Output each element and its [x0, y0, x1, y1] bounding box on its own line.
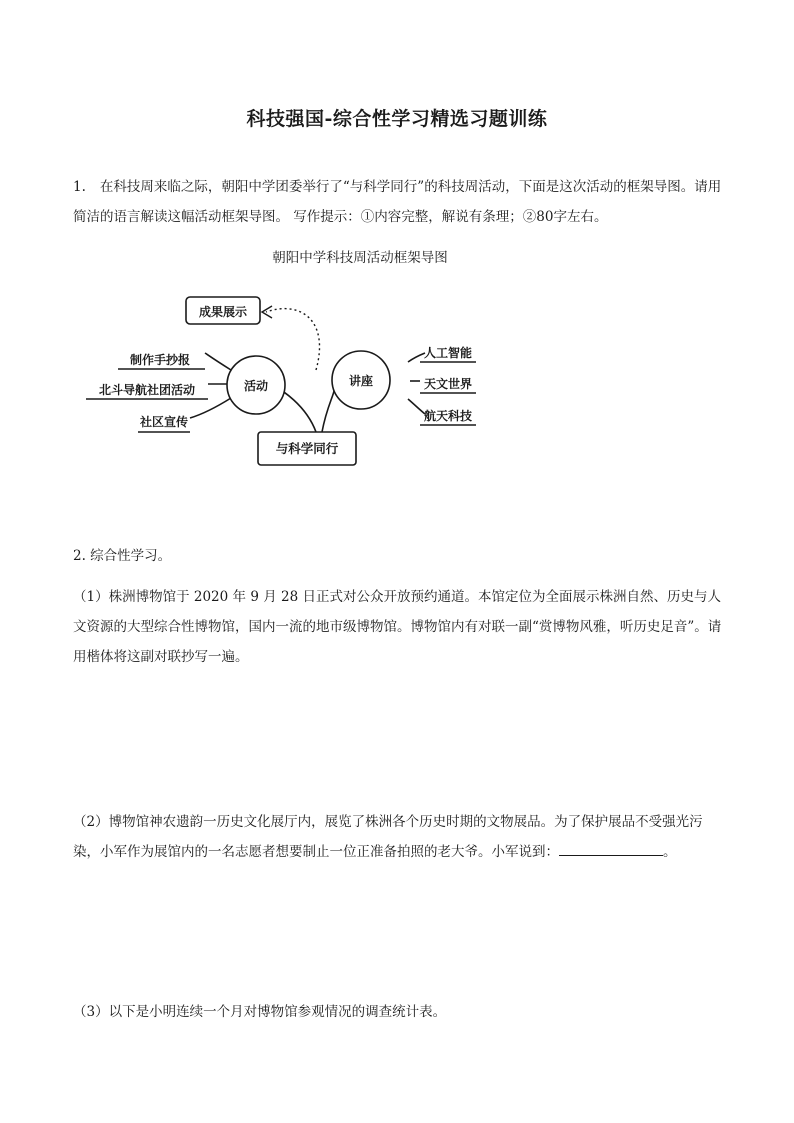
activity-item: 制作手抄报 [129, 353, 191, 367]
lecture-item: 天文世界 [423, 377, 473, 391]
center-label: 与科学同行 [275, 441, 339, 456]
activity-label: 活动 [243, 379, 269, 393]
question-2-part-2-end: 。 [663, 844, 677, 860]
question-1-text: 在科技周来临之际，朝阳中学团委举行了“与科学同行”的科技周活动，下面是这次活动的框架导图。请用简洁的语言解读这幅活动框架导图。 写作提示：①内容完整，解说有条理；②80字左右。 [73, 179, 722, 225]
lecture-item: 航天科技 [423, 409, 473, 423]
activity-item: 社区宣传 [139, 415, 189, 429]
result-label: 成果展示 [198, 305, 248, 319]
question-2-part-2 [73, 807, 725, 867]
document-title: 科技强国-综合性学习精选习题训练 [246, 108, 548, 130]
question-1-number: 1. [73, 179, 86, 195]
activity-item: 北斗导航社团活动 [98, 383, 196, 397]
question-2-part-2-text: （2）博物馆神农遗韵一历史文化展厅内，展览了株洲各个历史时期的文物展品。为了保护展品不受强光污染，小军作为展馆内的一名志愿者想要制止一位正准备拍照的老大爷。小军说到： [73, 814, 703, 860]
lecture-item: 人工智能 [423, 346, 473, 360]
answer-blank[interactable] [559, 841, 663, 856]
mindmap-caption: 朝阳中学科技周活动框架导图 [272, 250, 448, 266]
question-2-part-1: （1）株洲博物馆于 2020 年 9 月 28 日正式对公众开放预约通道。本馆定位为全面展示株洲自然、历史与人文资源的大型综合性博物馆，国内一流的地市级博物馆。博物馆内有对联一副“赏博物风雅，听历史足音”。请用楷体将这副对联抄写一遍。 [73, 589, 722, 665]
lecture-label: 讲座 [348, 374, 374, 388]
question-2-part-3: （3）以下是小明连续一个月对博物馆参观情况的调查统计表。 [73, 1004, 447, 1020]
mindmap-diagram [0, 0, 794, 500]
question-2-heading: 2. 综合性学习。 [73, 548, 172, 564]
